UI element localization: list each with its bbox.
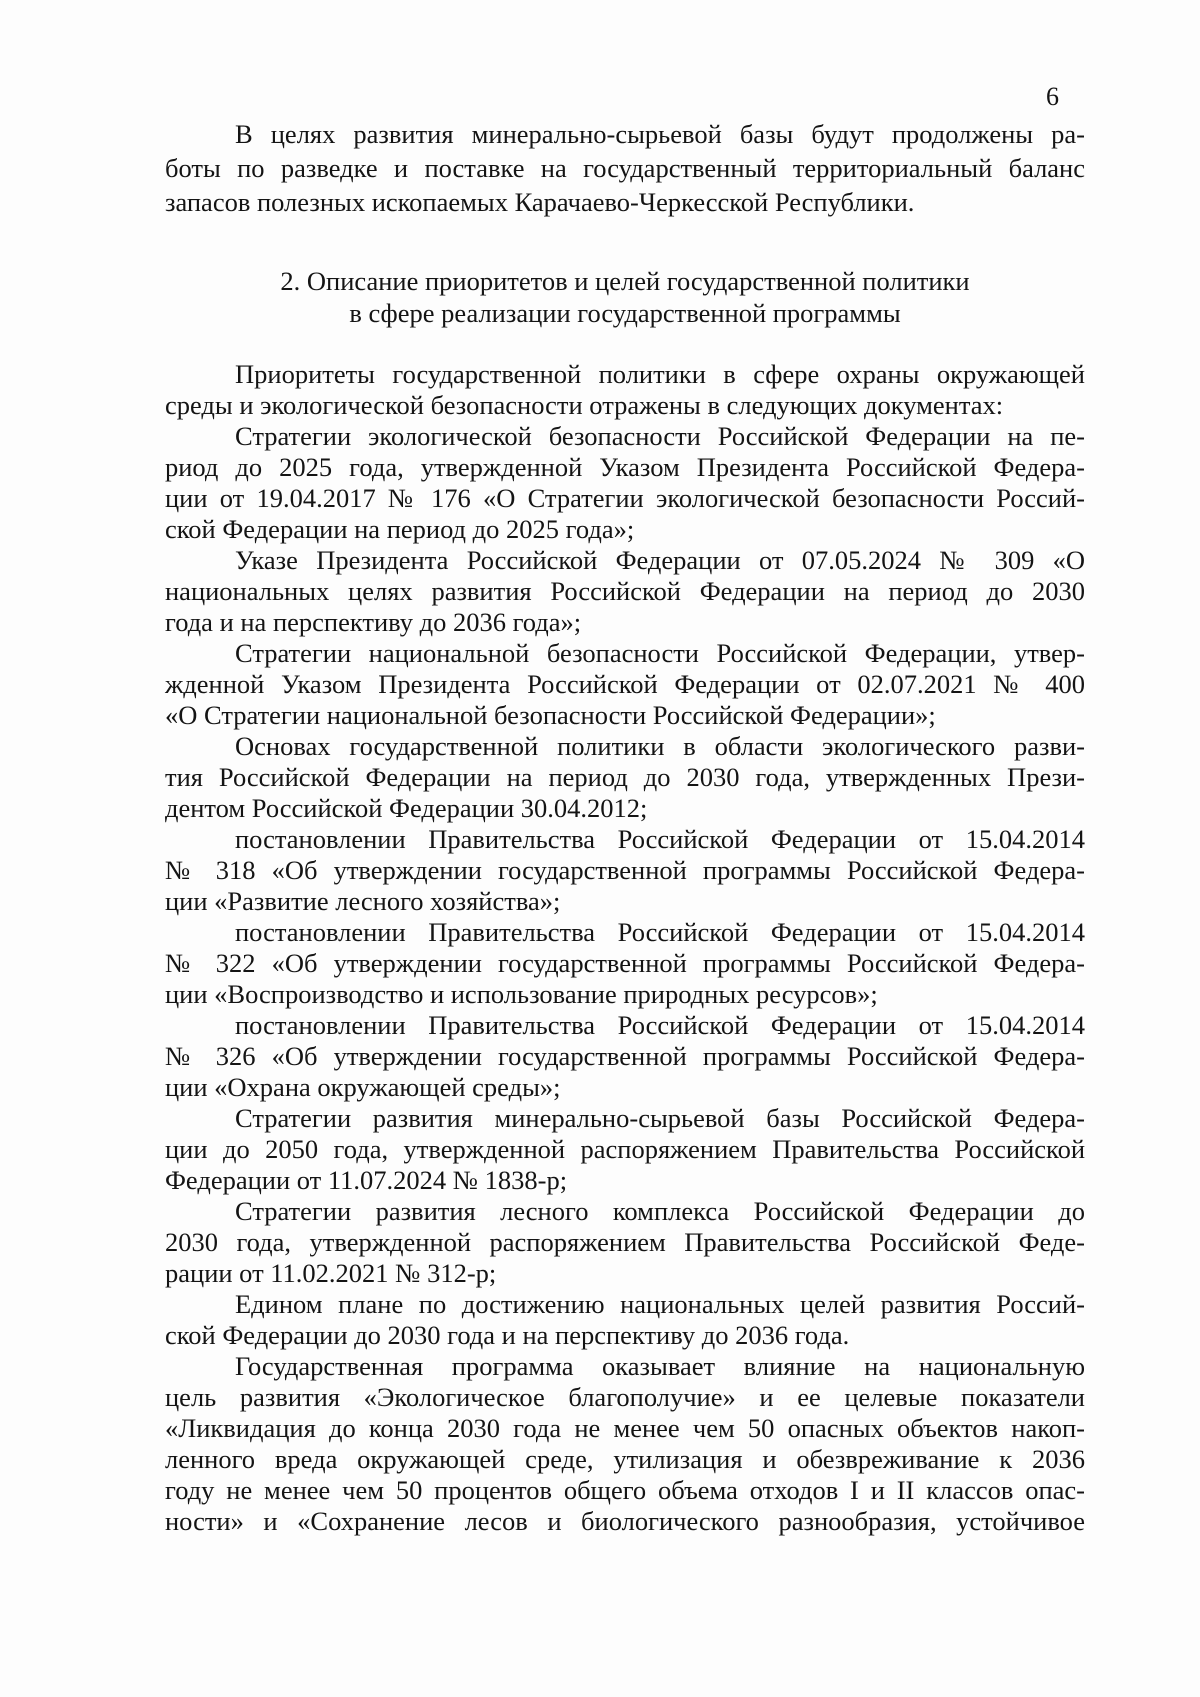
- text-line: года и на перспективу до 2036 года»;: [165, 607, 582, 637]
- text-line: Едином плане по достижению национальных целей развития Россий-: [235, 1289, 1085, 1319]
- text-line: ской Федерации на период до 2025 года»;: [165, 514, 635, 544]
- text-line: Стратегии развития лесного комплекса Российской Федерации до: [235, 1196, 1085, 1226]
- text-line: ции «Воспроизводство и использование природных ресурсов»;: [165, 979, 878, 1009]
- text-line: Государственная программа оказывает влияние на национальную: [235, 1351, 1085, 1381]
- text-line: ленного вреда окружающей среде, утилизация и обезвреживание к 2036: [165, 1444, 1085, 1474]
- text-line: Указе Президента Российской Федерации от 07.05.2024 № 309 «О: [235, 545, 1085, 575]
- heading-line: 2. Описание приоритетов и целей государственной политики: [280, 266, 970, 296]
- text-line: № 322 «Об утверждении государственной программы Российской Федера-: [165, 948, 1085, 978]
- text-line: Федерации от 11.07.2024 № 1838-р;: [165, 1165, 568, 1195]
- page-number: 6: [1046, 82, 1059, 111]
- text-line: риод до 2025 года, утвержденной Указом Президента Российской Федера-: [165, 452, 1085, 482]
- heading-line: в сфере реализации государственной программы: [349, 298, 901, 328]
- text-line: жденной Указом Президента Российской Федерации от 02.07.2021 № 400: [165, 669, 1085, 699]
- text-line: ции от 19.04.2017 № 176 «О Стратегии экологической безопасности Россий-: [165, 483, 1085, 513]
- text-line: ции «Охрана окружающей среды»;: [165, 1072, 561, 1102]
- text-line: Приоритеты государственной политики в сфере охраны окружающей: [235, 359, 1085, 389]
- text-line: ции «Развитие лесного хозяйства»;: [165, 886, 561, 916]
- text-line: национальных целях развития Российской Федерации на период до 2030: [165, 576, 1085, 606]
- text-line: Основах государственной политики в области экологического разви-: [235, 731, 1085, 761]
- text-line: «О Стратегии национальной безопасности Российской Федерации»;: [165, 700, 936, 730]
- text-line: постановлении Правительства Российской Федерации от 15.04.2014: [235, 824, 1085, 854]
- text-line: цель развития «Экологическое благополучие» и ее целевые показатели: [165, 1382, 1085, 1412]
- text-line: Стратегии развития минерально-сырьевой базы Российской Федера-: [235, 1103, 1085, 1133]
- text-line: рации от 11.02.2021 № 312-р;: [165, 1258, 497, 1288]
- text-line: среды и экологической безопасности отражены в следующих документах:: [165, 390, 1004, 420]
- text-line: дентом Российской Федерации 30.04.2012;: [165, 793, 648, 823]
- text-line: году не менее чем 50 процентов общего объема отходов I и II классов опас-: [165, 1475, 1085, 1505]
- text-line: 2030 года, утвержденной распоряжением Правительства Российской Феде-: [165, 1227, 1085, 1257]
- text-line: Стратегии экологической безопасности Российской Федерации на пе-: [235, 421, 1085, 451]
- text-line: ности» и «Сохранение лесов и биологического разнообразия, устойчивое: [165, 1506, 1085, 1536]
- text-line: постановлении Правительства Российской Федерации от 15.04.2014: [235, 1010, 1085, 1040]
- text-line: № 326 «Об утверждении государственной программы Российской Федера-: [165, 1041, 1085, 1071]
- text-line: № 318 «Об утверждении государственной программы Российской Федера-: [165, 855, 1085, 885]
- text-line: запасов полезных ископаемых Карачаево-Черкесской Республики.: [165, 187, 915, 217]
- text-line: «Ликвидация до конца 2030 года не менее чем 50 опасных объектов накоп-: [165, 1413, 1085, 1443]
- text-line: постановлении Правительства Российской Федерации от 15.04.2014: [235, 917, 1085, 947]
- text-line: ции до 2050 года, утвержденной распоряжением Правительства Российской: [165, 1134, 1085, 1164]
- text-line: тия Российской Федерации на период до 2030 года, утвержденных Прези-: [165, 762, 1085, 792]
- text-line: В целях развития минерально-сырьевой базы будут продолжены ра-: [235, 119, 1085, 149]
- text-line: боты по разведке и поставке на государственный территориальный баланс: [165, 153, 1085, 183]
- text-line: ской Федерации до 2030 года и на перспективу до 2036 года.: [165, 1320, 850, 1350]
- text-line: Стратегии национальной безопасности Российской Федерации, утвер-: [235, 638, 1085, 668]
